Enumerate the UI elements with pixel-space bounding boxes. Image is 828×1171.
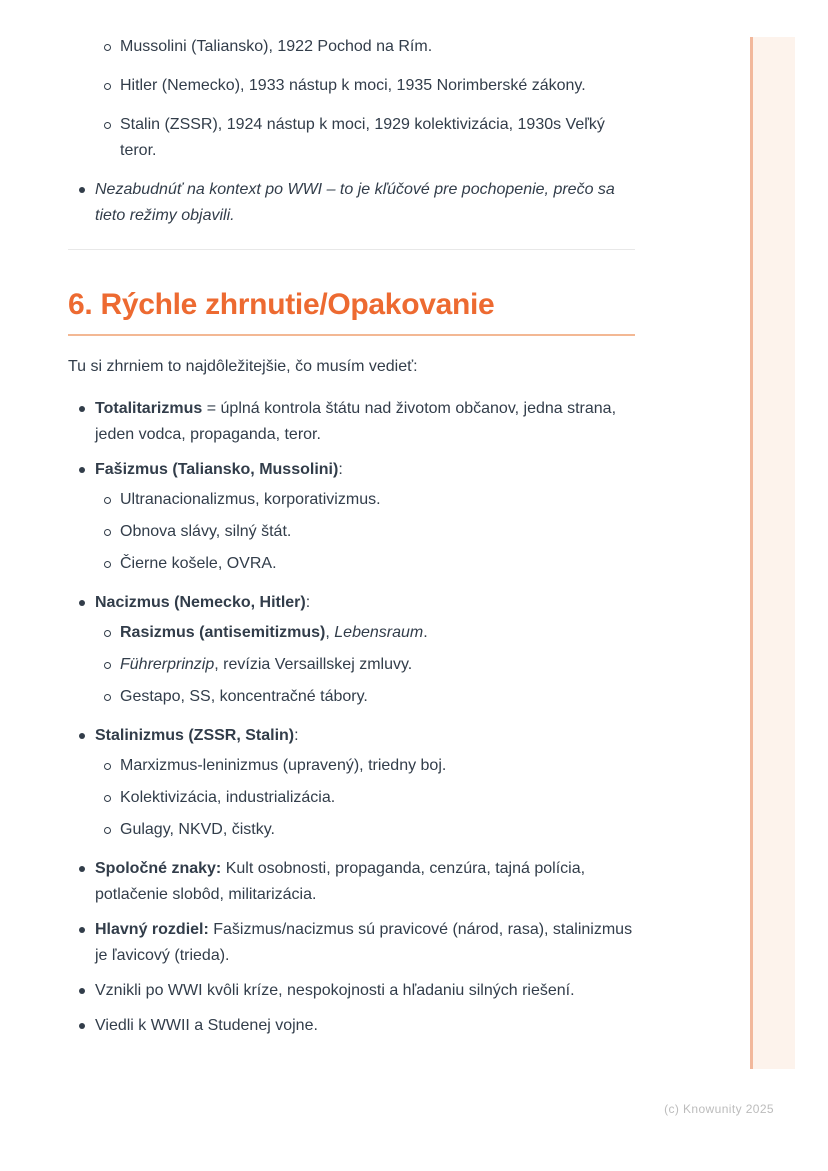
circle-bullet-icon [104, 763, 111, 770]
sub-italic: Lebensraum [334, 624, 424, 641]
term-rest: : [305, 594, 311, 611]
disc-bullet-icon [79, 733, 85, 739]
summary-item-vznikli [68, 978, 635, 1004]
term-rest: = úplná kontrola štátu nad životom občanov, jedna strana, jeden vodca, propaganda, teror. [95, 400, 617, 443]
sublist-item-text: Marxizmus-leninizmus (upravený), triedny boj. [120, 757, 447, 774]
section-heading: 6. Rýchle zhrnutie/Opakovanie [68, 286, 635, 336]
summary-list [68, 396, 635, 1039]
sublist-item [95, 652, 635, 678]
circle-bullet-icon [104, 561, 111, 568]
circle-bullet-icon [104, 662, 111, 669]
circle-bullet-icon [104, 694, 111, 701]
summary-item-spolocne-znaky [68, 856, 635, 908]
sublist-item [95, 487, 635, 513]
section-divider [68, 249, 635, 250]
summary-item-totalitarizmus [68, 396, 635, 448]
term-bold: Stalinizmus (ZSSR, Stalin) [95, 727, 295, 744]
circle-bullet-icon [104, 795, 111, 802]
sublist-item [95, 551, 635, 577]
term-rest: Fašizmus/nacizmus sú pravicové (národ, rasa), stalinizmus je ľavicový (trieda). [95, 921, 633, 964]
list-item-note [68, 177, 635, 229]
list-item-text: Stalin (ZSSR), 1924 nástup k moci, 1929 kolektivizácia, 1930s Veľký teror. [120, 116, 605, 159]
list-item-text: Viedli k WWII a Studenej vojne. [95, 1017, 318, 1034]
term-bold: Nacizmus (Nemecko, Hitler) [95, 594, 306, 611]
circle-bullet-icon [104, 83, 111, 90]
sublist-item [95, 519, 635, 545]
sublist-item [95, 785, 635, 811]
list-item-stalin [68, 112, 635, 164]
sublist-item-text: Kolektivizácia, industrializácia. [120, 789, 336, 806]
circle-bullet-icon [104, 497, 111, 504]
nacizmus-sublist [95, 620, 635, 710]
disc-bullet-icon [79, 467, 85, 473]
term-rest: Kult osobnosti, propaganda, cenzúra, tajná polícia, potlačenie slobôd, militarizácia. [95, 860, 586, 903]
stalinizmus-sublist [95, 753, 635, 843]
disc-bullet-icon [79, 927, 85, 933]
circle-bullet-icon [104, 630, 111, 637]
summary-item-stalinizmus [68, 723, 635, 843]
term-bold: Fašizmus (Taliansko, Mussolini) [95, 461, 339, 478]
disc-bullet-icon [79, 187, 85, 193]
list-item-text: Mussolini (Taliansko), 1922 Pochod na Rím. [120, 38, 433, 55]
term-bold: Hlavný rozdiel: [95, 921, 209, 938]
sub-rest: , revízia Versaillskej zmluvy. [214, 656, 413, 673]
list-item-text: Vznikli po WWI kvôli kríze, nespokojnosti a hľadaniu silných riešení. [95, 982, 575, 999]
list-item-text: Hitler (Nemecko), 1933 nástup k moci, 1935 Norimberské zákony. [120, 77, 586, 94]
sublist-item-text: Čierne košele, OVRA. [120, 555, 277, 572]
sublist-item-text: Obnova slávy, silný štát. [120, 523, 292, 540]
list-item-mussolini [68, 34, 635, 60]
term-bold: Spoločné znaky: [95, 860, 222, 877]
sub-mid: , [325, 624, 335, 641]
page-edge-accent-bar [750, 37, 795, 1069]
term-bold: Totalitarizmus [95, 400, 203, 417]
summary-item-fasizmus [68, 457, 635, 577]
intro-list [68, 34, 635, 229]
term-rest: : [338, 461, 343, 478]
sub-end: . [423, 624, 428, 641]
document-content [68, 34, 635, 1048]
term-rest: : [294, 727, 299, 744]
note-text: Nezabudnúť na kontext po WWI – to je kľúčové pre pochopenie, prečo sa tieto režimy objavili. [95, 181, 615, 224]
sublist-item [95, 753, 635, 779]
sublist-item-text: Gulagy, NKVD, čistky. [120, 821, 275, 838]
summary-item-viedli [68, 1013, 635, 1039]
sublist-item-text: Gestapo, SS, koncentračné tábory. [120, 688, 368, 705]
disc-bullet-icon [79, 988, 85, 994]
section-intro: Tu si zhrniem to najdôležitejšie, čo musím vedieť: [68, 358, 418, 375]
sub-bold: Rasizmus (antisemitizmus) [120, 624, 326, 641]
circle-bullet-icon [104, 529, 111, 536]
list-item-hitler [68, 73, 635, 99]
summary-item-nacizmus [68, 590, 635, 710]
disc-bullet-icon [79, 1023, 85, 1029]
sublist-item [95, 684, 635, 710]
circle-bullet-icon [104, 44, 111, 51]
sublist-item [95, 817, 635, 843]
sub-italic: Führerprinzip [120, 656, 215, 673]
footer-copyright: (c) Knowunity 2025 [664, 1102, 774, 1116]
fasizmus-sublist [95, 487, 635, 577]
circle-bullet-icon [104, 122, 111, 129]
circle-bullet-icon [104, 827, 111, 834]
disc-bullet-icon [79, 406, 85, 412]
summary-item-hlavny-rozdiel [68, 917, 635, 969]
disc-bullet-icon [79, 866, 85, 872]
disc-bullet-icon [79, 600, 85, 606]
sublist-item-text: Ultranacionalizmus, korporativizmus. [120, 491, 381, 508]
sublist-item [95, 620, 635, 646]
